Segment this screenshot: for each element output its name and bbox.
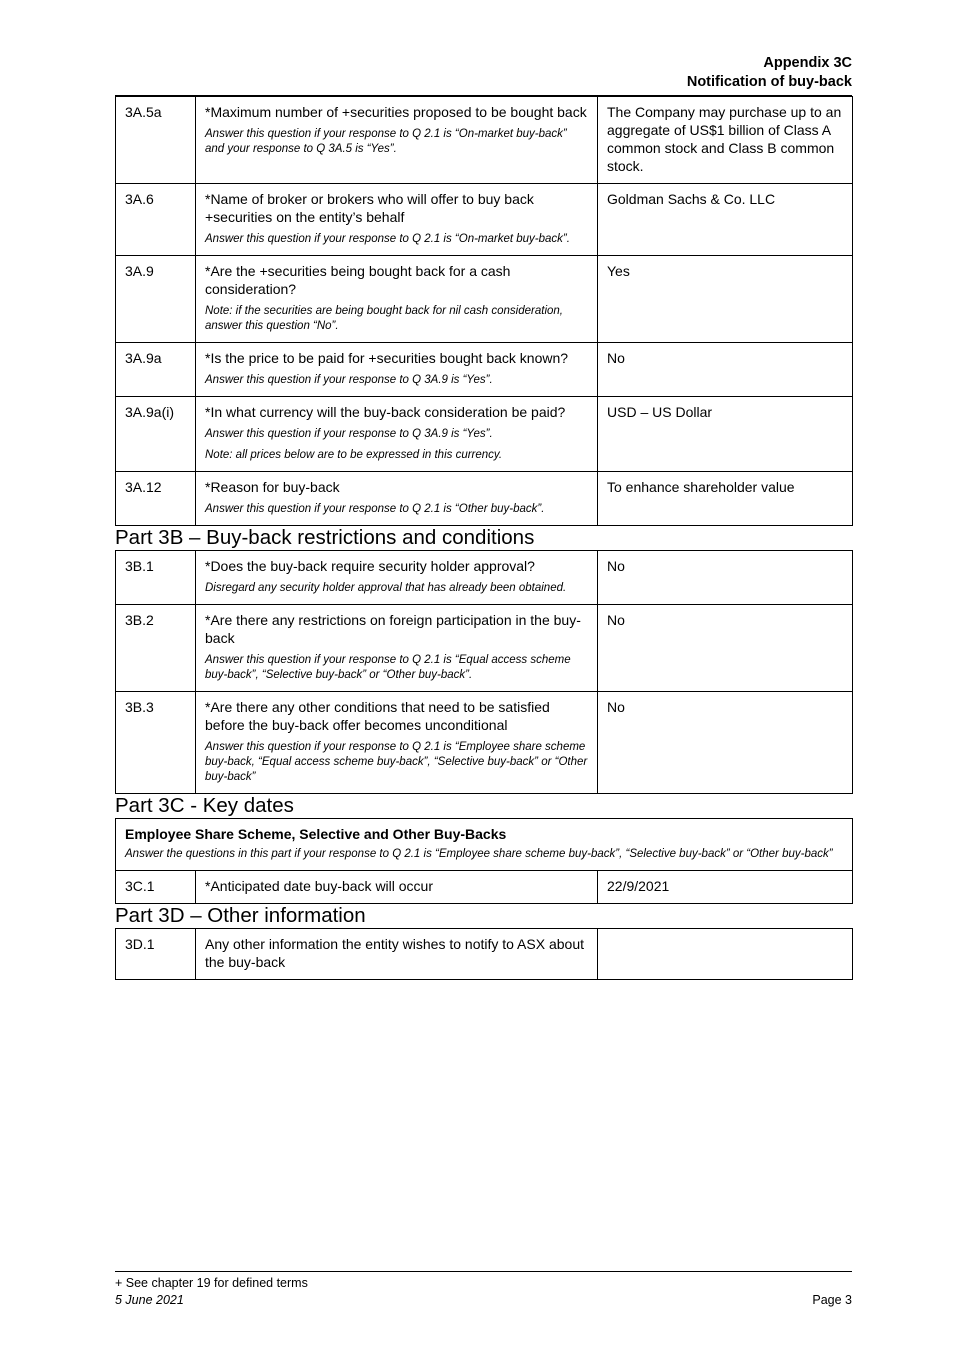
footer-date: 5 June 2021 [115, 1293, 184, 1307]
table-row-3a9ai [116, 397, 853, 472]
table-row-3a5a [116, 97, 853, 184]
question-code: 3D.1 [116, 929, 196, 980]
table-row-3c1 [116, 871, 853, 904]
answer-text [598, 929, 853, 980]
subheader-note: Answer the questions in this part if your response to Q 2.1 is “Employee share scheme buy-back”, “Selective buy-back” or “Other buy-back” [125, 848, 833, 860]
question-text: *Are there any restrictions on foreign participation in the buy-back [205, 612, 581, 646]
table-row-3b3 [116, 692, 853, 794]
question-text: *Anticipated date buy-back will occur [205, 878, 434, 894]
table-row-3b1 [116, 551, 853, 605]
question-cell [196, 871, 598, 904]
question-cell [196, 343, 598, 397]
table-row-3a9a [116, 343, 853, 397]
question-code: 3B.3 [116, 692, 196, 794]
question-note: Answer this question if your response to Q 2.1 is “On-market buy-back” and your response to Q 3A.5 is “Yes”. [205, 128, 567, 155]
question-note: Note: if the securities are being bought back for nil cash consideration, answer this question “No”. [205, 305, 563, 332]
table-3a [115, 96, 853, 526]
section-heading-3b: Part 3B – Buy-back restrictions and conditions [115, 526, 535, 549]
question-code: 3B.1 [116, 551, 196, 605]
answer-text: Yes [598, 256, 853, 343]
question-cell [196, 551, 598, 605]
question-note: Answer this question if your response to Q 3A.9 is “Yes”. [205, 374, 493, 386]
question-cell [196, 692, 598, 794]
appendix-title: Appendix 3C [763, 55, 852, 71]
question-code: 3A.12 [116, 472, 196, 526]
table-subheader-row [116, 819, 853, 871]
question-cell [196, 397, 598, 472]
answer-text: No [598, 343, 853, 397]
question-note: Answer this question if your response to Q 2.1 is “Equal access scheme buy-back”, “Selective buy-back” or “Other buy-back”. [205, 654, 571, 681]
table-row-3b2 [116, 605, 853, 692]
table-3d [115, 928, 853, 980]
page-header [115, 54, 852, 92]
question-note: Answer this question if your response to Q 2.1 is “On-market buy-back”. [205, 233, 570, 245]
question-cell [196, 184, 598, 256]
question-cell [196, 97, 598, 184]
question-text: *Does the buy-back require security holder approval? [205, 558, 535, 574]
question-text: *Are there any other conditions that need to be satisfied before the buy-back offer becomes unconditional [205, 699, 550, 733]
question-text: *Reason for buy-back [205, 479, 340, 495]
question-cell [196, 472, 598, 526]
table-row-3d1 [116, 929, 853, 980]
answer-text: No [598, 692, 853, 794]
question-note: Answer this question if your response to Q 3A.9 is “Yes”. [205, 428, 493, 440]
question-text: *Name of broker or brokers who will offer to buy back +securities on the entity’s behalf [205, 191, 534, 225]
answer-text: Goldman Sachs & Co. LLC [598, 184, 853, 256]
question-code: 3B.2 [116, 605, 196, 692]
page-number: Page 3 [812, 1293, 852, 1307]
defined-terms-note: + See chapter 19 for defined terms [115, 1276, 308, 1290]
question-text: *Maximum number of +securities proposed to be bought back [205, 104, 587, 120]
table-row-3a9 [116, 256, 853, 343]
question-note: Disregard any security holder approval that has already been obtained. [205, 582, 567, 594]
table-row-3a6 [116, 184, 853, 256]
subheader-cell [116, 819, 853, 871]
footer-row [115, 1292, 852, 1309]
answer-text: To enhance shareholder value [598, 472, 853, 526]
question-cell [196, 256, 598, 343]
question-code: 3A.9 [116, 256, 196, 343]
table-row-3a12 [116, 472, 853, 526]
answer-text: No [598, 551, 853, 605]
question-note: Note: all prices below are to be expressed in this currency. [205, 449, 503, 461]
table-3b [115, 550, 853, 794]
section-heading-3c: Part 3C - Key dates [115, 794, 294, 817]
question-note: Answer this question if your response to Q 2.1 is “Employee share scheme buy-back, “Equal access scheme buy-back”, “Selective buy-back” or “Other buy-back” [205, 741, 588, 783]
question-code: 3C.1 [116, 871, 196, 904]
question-text: Any other information the entity wishes to notify to ASX about the buy-back [205, 936, 584, 970]
page-footer [115, 1271, 852, 1309]
subheader-title: Employee Share Scheme, Selective and Other Buy-Backs [125, 826, 507, 842]
form-title: Notification of buy-back [686, 74, 852, 90]
answer-text: No [598, 605, 853, 692]
question-code: 3A.6 [116, 184, 196, 256]
answer-text: The Company may purchase up to an aggregate of US$1 billion of Class A common stock and Class B common stock. [598, 97, 853, 184]
question-code: 3A.9a(i) [116, 397, 196, 472]
question-text: *Are the +securities being bought back for a cash consideration? [205, 263, 511, 297]
answer-text: 22/9/2021 [598, 871, 853, 904]
table-3c [115, 818, 853, 904]
question-code: 3A.5a [116, 97, 196, 184]
question-text: *Is the price to be paid for +securities bought back known? [205, 350, 569, 366]
question-cell [196, 605, 598, 692]
question-code: 3A.9a [116, 343, 196, 397]
question-text: *In what currency will the buy-back consideration be paid? [205, 404, 566, 420]
answer-text: USD – US Dollar [598, 397, 853, 472]
question-note: Answer this question if your response to Q 2.1 is “Other buy-back”. [205, 503, 545, 515]
section-heading-3d: Part 3D – Other information [115, 904, 366, 927]
question-cell [196, 929, 598, 980]
